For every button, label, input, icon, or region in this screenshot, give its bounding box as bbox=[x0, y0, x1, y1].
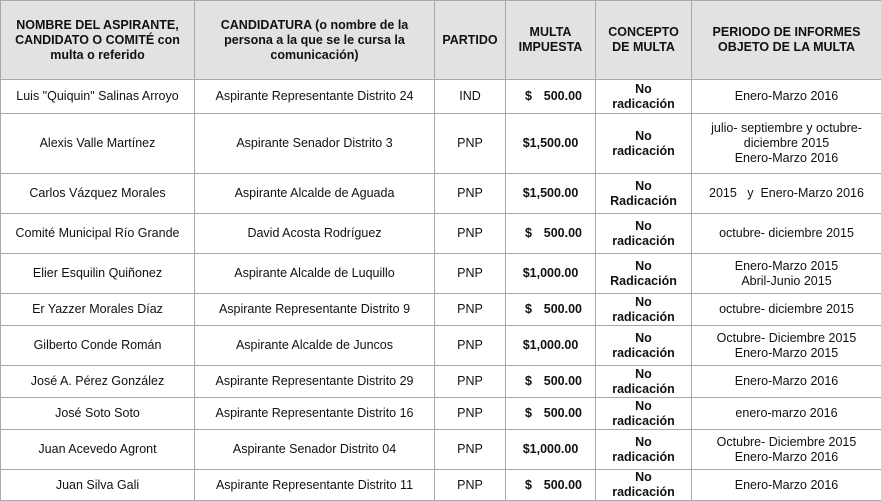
cell-name: Carlos Vázquez Morales bbox=[1, 174, 195, 214]
fine-amount bbox=[509, 266, 592, 281]
fine-value: 500.00 bbox=[544, 302, 582, 317]
cell-candidacy: Aspirante Representante Distrito 16 bbox=[195, 398, 435, 430]
fine-amount bbox=[509, 442, 592, 457]
table-row bbox=[1, 214, 881, 254]
fine-currency-symbol: $ bbox=[525, 406, 532, 421]
cell-candidacy: Aspirante Representante Distrito 11 bbox=[195, 470, 435, 501]
cell-concept bbox=[596, 80, 692, 114]
cell-candidacy: Aspirante Representante Distrito 24 bbox=[195, 80, 435, 114]
cell-fine bbox=[506, 174, 596, 214]
cell-candidacy: Aspirante Alcalde de Luquillo bbox=[195, 254, 435, 294]
period-line: Enero-Marzo 2016 bbox=[735, 89, 839, 104]
concept-line: No bbox=[612, 470, 675, 485]
header-party: PARTIDO bbox=[435, 1, 506, 80]
cell-party: PNP bbox=[435, 398, 506, 430]
header-concept: CONCEPTO DE MULTA bbox=[596, 1, 692, 80]
table-body bbox=[1, 80, 881, 501]
cell-period bbox=[692, 430, 881, 470]
fine-amount bbox=[509, 136, 592, 151]
cell-candidacy: Aspirante Senador Distrito 04 bbox=[195, 430, 435, 470]
concept-line: radicación bbox=[612, 450, 675, 465]
cell-concept bbox=[596, 294, 692, 326]
cell-party: PNP bbox=[435, 366, 506, 398]
cell-concept bbox=[596, 254, 692, 294]
fine-amount bbox=[509, 226, 592, 241]
fine-value: 500.00 bbox=[544, 226, 582, 241]
table-row bbox=[1, 366, 881, 398]
concept-line: No bbox=[612, 399, 675, 414]
concept-line: Radicación bbox=[610, 274, 677, 289]
period-line: 2015 y Enero-Marzo 2016 bbox=[709, 186, 864, 201]
period-line: diciembre 2015 bbox=[711, 136, 862, 151]
concept-line: radicación bbox=[612, 382, 675, 397]
period-line: Enero-Marzo 2016 bbox=[711, 151, 862, 166]
cell-party: IND bbox=[435, 80, 506, 114]
period-line: octubre- diciembre 2015 bbox=[719, 302, 854, 317]
cell-name: José Soto Soto bbox=[1, 398, 195, 430]
cell-fine bbox=[506, 80, 596, 114]
cell-period bbox=[692, 114, 881, 174]
table-row bbox=[1, 114, 881, 174]
cell-party: PNP bbox=[435, 174, 506, 214]
fine-value: 500.00 bbox=[544, 374, 582, 389]
cell-concept bbox=[596, 366, 692, 398]
cell-name: Juan Acevedo Agront bbox=[1, 430, 195, 470]
fine-currency-symbol: $ bbox=[525, 89, 532, 104]
concept-line: No bbox=[612, 219, 675, 234]
cell-fine bbox=[506, 294, 596, 326]
cell-period bbox=[692, 326, 881, 366]
table-row bbox=[1, 326, 881, 366]
cell-name: José A. Pérez González bbox=[1, 366, 195, 398]
table-row bbox=[1, 254, 881, 294]
fine-value: 500.00 bbox=[544, 478, 582, 493]
period-line: Enero-Marzo 2016 bbox=[717, 450, 857, 465]
table-row bbox=[1, 430, 881, 470]
cell-fine bbox=[506, 326, 596, 366]
concept-line: radicación bbox=[612, 414, 675, 429]
cell-period bbox=[692, 254, 881, 294]
fine-amount bbox=[509, 478, 592, 493]
concept-line: radicación bbox=[612, 144, 675, 159]
fine-currency-symbol: $ bbox=[525, 226, 532, 241]
cell-party: PNP bbox=[435, 114, 506, 174]
cell-concept bbox=[596, 398, 692, 430]
header-candidacy: CANDIDATURA (o nombre de la persona a la que se le cursa la comunicación) bbox=[195, 1, 435, 80]
cell-candidacy: Aspirante Representante Distrito 29 bbox=[195, 366, 435, 398]
table-row bbox=[1, 398, 881, 430]
concept-line: No bbox=[612, 129, 675, 144]
cell-period bbox=[692, 214, 881, 254]
concept-line: Radicación bbox=[610, 194, 677, 209]
cell-name: Elier Esquilin Quiñonez bbox=[1, 254, 195, 294]
concept-line: No bbox=[612, 367, 675, 382]
cell-party: PNP bbox=[435, 326, 506, 366]
header-period: PERIODO DE INFORMES OBJETO DE LA MULTA bbox=[692, 1, 881, 80]
cell-party: PNP bbox=[435, 470, 506, 501]
cell-name: Luis "Quiquin" Salinas Arroyo bbox=[1, 80, 195, 114]
fine-value: $1,000.00 bbox=[523, 266, 579, 281]
fine-amount bbox=[509, 302, 592, 317]
fine-amount bbox=[509, 374, 592, 389]
fine-amount bbox=[509, 338, 592, 353]
cell-party: PNP bbox=[435, 254, 506, 294]
table-row bbox=[1, 470, 881, 501]
cell-candidacy: Aspirante Alcalde de Juncos bbox=[195, 326, 435, 366]
cell-period bbox=[692, 366, 881, 398]
concept-line: No bbox=[610, 179, 677, 194]
cell-period bbox=[692, 80, 881, 114]
header-row bbox=[1, 1, 881, 80]
cell-party: PNP bbox=[435, 294, 506, 326]
concept-line: radicación bbox=[612, 346, 675, 361]
cell-fine bbox=[506, 254, 596, 294]
fine-value: 500.00 bbox=[544, 406, 582, 421]
cell-fine bbox=[506, 214, 596, 254]
table-header bbox=[1, 1, 881, 80]
cell-candidacy: David Acosta Rodríguez bbox=[195, 214, 435, 254]
concept-line: radicación bbox=[612, 485, 675, 500]
fine-value: $1,500.00 bbox=[523, 186, 579, 201]
concept-line: No bbox=[612, 82, 675, 97]
fine-amount bbox=[509, 406, 592, 421]
table-row bbox=[1, 174, 881, 214]
period-line: octubre- diciembre 2015 bbox=[719, 226, 854, 241]
header-fine: MULTA IMPUESTA bbox=[506, 1, 596, 80]
cell-period bbox=[692, 294, 881, 326]
fine-amount bbox=[509, 186, 592, 201]
period-line: Enero-Marzo 2015 bbox=[717, 346, 857, 361]
cell-name: Alexis Valle Martínez bbox=[1, 114, 195, 174]
fine-value: $1,000.00 bbox=[523, 338, 579, 353]
cell-concept bbox=[596, 114, 692, 174]
period-line: Octubre- Diciembre 2015 bbox=[717, 435, 857, 450]
concept-line: radicación bbox=[612, 234, 675, 249]
cell-concept bbox=[596, 326, 692, 366]
cell-fine bbox=[506, 470, 596, 501]
header-name: NOMBRE DEL ASPIRANTE, CANDIDATO O COMITÉ con multa o referido bbox=[1, 1, 195, 80]
fine-value: $1,000.00 bbox=[523, 442, 579, 457]
concept-line: No bbox=[612, 295, 675, 310]
period-line: julio- septiembre y octubre- bbox=[711, 121, 862, 136]
concept-line: No bbox=[612, 331, 675, 346]
cell-name: Gilberto Conde Román bbox=[1, 326, 195, 366]
cell-party: PNP bbox=[435, 214, 506, 254]
cell-period bbox=[692, 174, 881, 214]
cell-concept bbox=[596, 470, 692, 501]
concept-line: No bbox=[612, 435, 675, 450]
cell-fine bbox=[506, 430, 596, 470]
fine-currency-symbol: $ bbox=[525, 302, 532, 317]
period-line: Enero-Marzo 2015 bbox=[735, 259, 839, 274]
fine-currency-symbol: $ bbox=[525, 374, 532, 389]
cell-candidacy: Aspirante Senador Distrito 3 bbox=[195, 114, 435, 174]
cell-name: Juan Silva Gali bbox=[1, 470, 195, 501]
fine-value: 500.00 bbox=[544, 89, 582, 104]
period-line: Enero-Marzo 2016 bbox=[735, 374, 839, 389]
period-line: Abril-Junio 2015 bbox=[735, 274, 839, 289]
period-line: Enero-Marzo 2016 bbox=[735, 478, 839, 493]
cell-name: Comité Municipal Río Grande bbox=[1, 214, 195, 254]
fine-value: $1,500.00 bbox=[523, 136, 579, 151]
cell-candidacy: Aspirante Representante Distrito 9 bbox=[195, 294, 435, 326]
cell-party: PNP bbox=[435, 430, 506, 470]
fine-amount bbox=[509, 89, 592, 104]
fine-currency-symbol: $ bbox=[525, 478, 532, 493]
cell-concept bbox=[596, 174, 692, 214]
table-row bbox=[1, 80, 881, 114]
cell-concept bbox=[596, 214, 692, 254]
cell-period bbox=[692, 398, 881, 430]
cell-name: Er Yazzer Morales Díaz bbox=[1, 294, 195, 326]
period-line: Octubre- Diciembre 2015 bbox=[717, 331, 857, 346]
concept-line: No bbox=[610, 259, 677, 274]
concept-line: radicación bbox=[612, 310, 675, 325]
cell-fine bbox=[506, 114, 596, 174]
cell-fine bbox=[506, 366, 596, 398]
cell-period bbox=[692, 470, 881, 501]
period-line: enero-marzo 2016 bbox=[735, 406, 837, 421]
concept-line: radicación bbox=[612, 97, 675, 112]
cell-fine bbox=[506, 398, 596, 430]
cell-concept bbox=[596, 430, 692, 470]
table-row bbox=[1, 294, 881, 326]
cell-candidacy: Aspirante Alcalde de Aguada bbox=[195, 174, 435, 214]
